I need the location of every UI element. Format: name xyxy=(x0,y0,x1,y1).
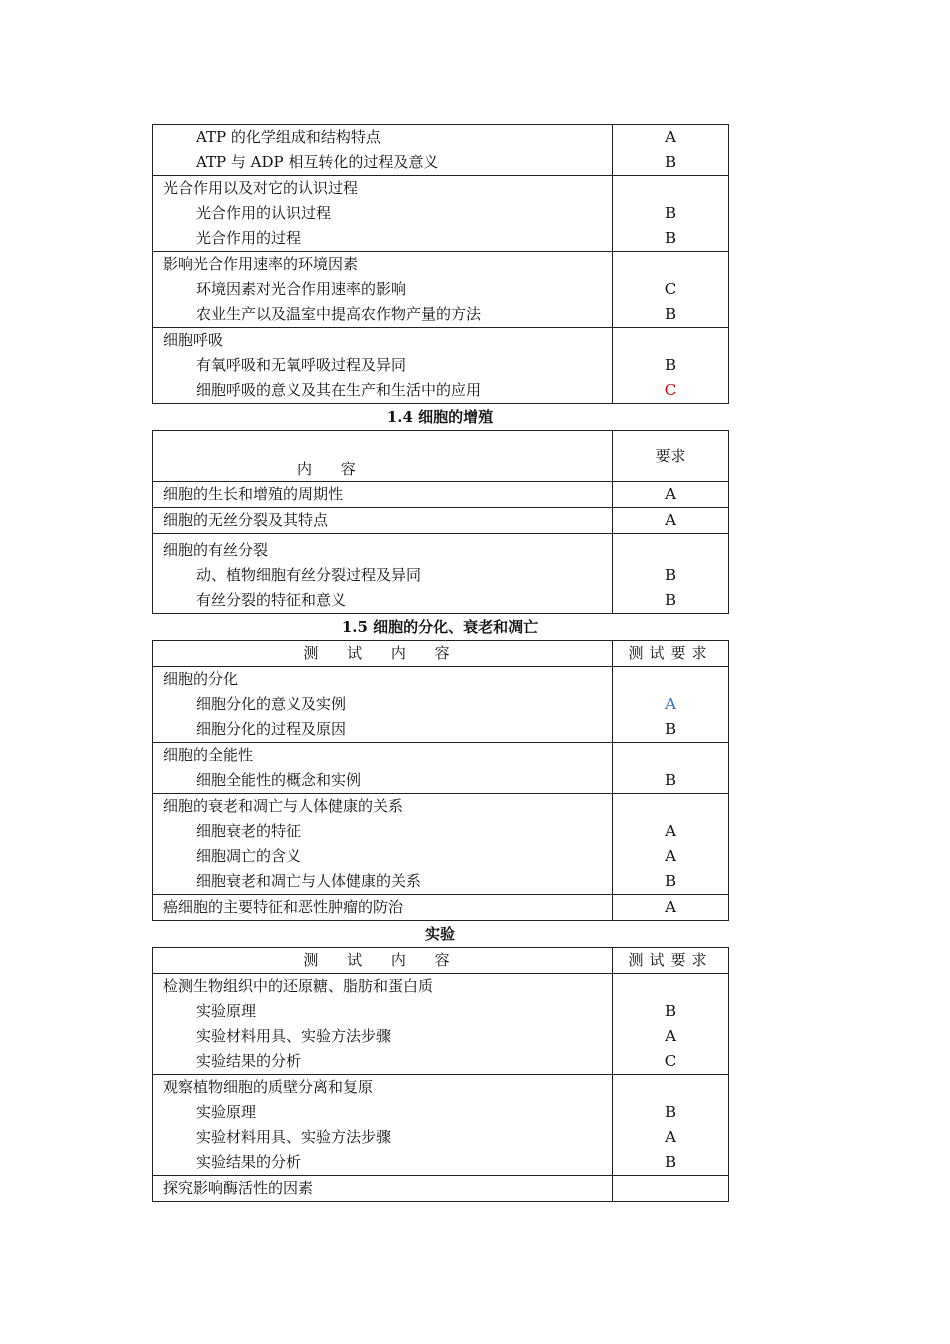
section-title: 实验 xyxy=(424,925,455,943)
item-grade-highlighted: C xyxy=(664,381,677,399)
group-title: 细胞的分化 xyxy=(163,670,239,688)
table-header-row xyxy=(153,948,729,974)
group-title: 细胞的有丝分裂 xyxy=(163,541,269,559)
item-grade: B xyxy=(664,204,677,222)
section-title: 1.5 细胞的分化、衰老和凋亡 xyxy=(341,618,539,636)
table-row xyxy=(153,482,729,508)
group-title: 影响光合作用速率的环境因素 xyxy=(163,255,359,273)
item-grade: B xyxy=(664,1103,677,1121)
item-text: 癌细胞的主要特征和恶性肿瘤的防治 xyxy=(163,898,404,916)
table-row xyxy=(153,508,729,534)
table-cell-proliferation xyxy=(152,430,729,614)
item-text: ATP 的化学组成和结构特点 xyxy=(196,128,381,146)
group-title: 细胞的全能性 xyxy=(163,746,254,764)
item-grade: B xyxy=(664,305,677,323)
table-row xyxy=(153,176,729,252)
header-requirement: 测试要求 xyxy=(628,644,713,662)
item-text: 动、植物细胞有丝分裂过程及异同 xyxy=(196,566,422,584)
item-text: 光合作用的认识过程 xyxy=(196,204,332,222)
item-grade: A xyxy=(665,822,676,840)
item-text: ATP 与 ADP 相互转化的过程及意义 xyxy=(196,153,439,171)
item-grade: B xyxy=(664,1153,677,1171)
item-text: 环境因素对光合作用速率的影响 xyxy=(196,280,407,298)
item-text: 实验结果的分析 xyxy=(196,1153,302,1171)
item-text: 细胞的无丝分裂及其特点 xyxy=(163,511,329,529)
item-text: 有丝分裂的特征和意义 xyxy=(196,591,347,609)
table-row xyxy=(153,974,729,1075)
table-row xyxy=(153,667,729,743)
item-text: 实验原理 xyxy=(196,1002,257,1020)
item-grade: B xyxy=(664,591,677,609)
group-title: 观察植物细胞的质壁分离和复原 xyxy=(163,1078,374,1096)
header-requirement: 要求 xyxy=(655,446,686,465)
item-grade: A xyxy=(665,1027,676,1045)
table-row xyxy=(153,252,729,328)
item-text: 细胞分化的过程及原因 xyxy=(196,720,347,738)
item-text: 实验原理 xyxy=(196,1103,257,1121)
header-content: 内 容 xyxy=(297,460,368,478)
item-grade: A xyxy=(665,1128,676,1146)
section-title: 1.4 细胞的增殖 xyxy=(386,408,494,426)
item-grade: B xyxy=(664,566,677,584)
item-grade: C xyxy=(664,280,677,298)
table-header-row xyxy=(153,641,729,667)
item-grade: A xyxy=(665,847,676,865)
item-grade: A xyxy=(665,898,676,916)
item-text: 细胞呼吸的意义及其在生产和生活中的应用 xyxy=(196,381,482,399)
item-text: 细胞的生长和增殖的周期性 xyxy=(163,485,344,503)
header-requirement: 测试要求 xyxy=(628,951,713,969)
item-grade: A xyxy=(665,511,676,529)
item-text: 实验结果的分析 xyxy=(196,1052,302,1070)
item-text: 细胞全能性的概念和实例 xyxy=(196,771,362,789)
item-text: 农业生产以及温室中提高农作物产量的方法 xyxy=(196,305,482,323)
header-content: 测 试 内 容 xyxy=(303,951,462,969)
item-grade: B xyxy=(664,229,677,247)
item-grade: B xyxy=(664,153,677,171)
item-grade: A xyxy=(665,128,676,146)
table-row xyxy=(153,1176,729,1202)
item-text: 光合作用的过程 xyxy=(196,229,302,247)
table-row xyxy=(153,794,729,895)
item-text: 细胞衰老的特征 xyxy=(196,822,302,840)
item-grade: B xyxy=(664,356,677,374)
table-row xyxy=(153,328,729,404)
item-grade: B xyxy=(664,720,677,738)
item-text: 探究影响酶活性的因素 xyxy=(163,1179,314,1197)
table-header-row xyxy=(153,431,729,482)
item-grade: B xyxy=(664,872,677,890)
item-text: 实验材料用具、实验方法步骤 xyxy=(196,1128,392,1146)
item-text: 细胞凋亡的含义 xyxy=(196,847,302,865)
table-cell-differentiation xyxy=(152,640,729,921)
item-grade: C xyxy=(664,1052,677,1070)
group-title: 光合作用以及对它的认识过程 xyxy=(163,179,359,197)
item-grade-highlighted: A xyxy=(665,695,676,713)
item-grade: B xyxy=(664,1002,677,1020)
table-metabolism xyxy=(152,124,729,404)
header-content: 测 试 内 容 xyxy=(303,644,462,662)
table-row xyxy=(153,743,729,794)
group-title: 检测生物组织中的还原糖、脂肪和蛋白质 xyxy=(163,977,434,995)
table-row xyxy=(153,895,729,921)
item-grade: A xyxy=(665,485,676,503)
table-row xyxy=(153,1075,729,1176)
item-grade: B xyxy=(664,771,677,789)
group-title: 细胞的衰老和凋亡与人体健康的关系 xyxy=(163,797,404,815)
item-text: 细胞衰老和凋亡与人体健康的关系 xyxy=(196,872,422,890)
item-text: 有氧呼吸和无氧呼吸过程及异同 xyxy=(196,356,407,374)
table-row xyxy=(153,534,729,614)
document-page xyxy=(152,124,728,1202)
table-experiments xyxy=(152,947,729,1202)
item-text: 细胞分化的意义及实例 xyxy=(196,695,347,713)
table-row xyxy=(153,125,729,176)
item-text: 实验材料用具、实验方法步骤 xyxy=(196,1027,392,1045)
item-grade xyxy=(613,1176,728,1201)
group-title: 细胞呼吸 xyxy=(163,331,224,349)
